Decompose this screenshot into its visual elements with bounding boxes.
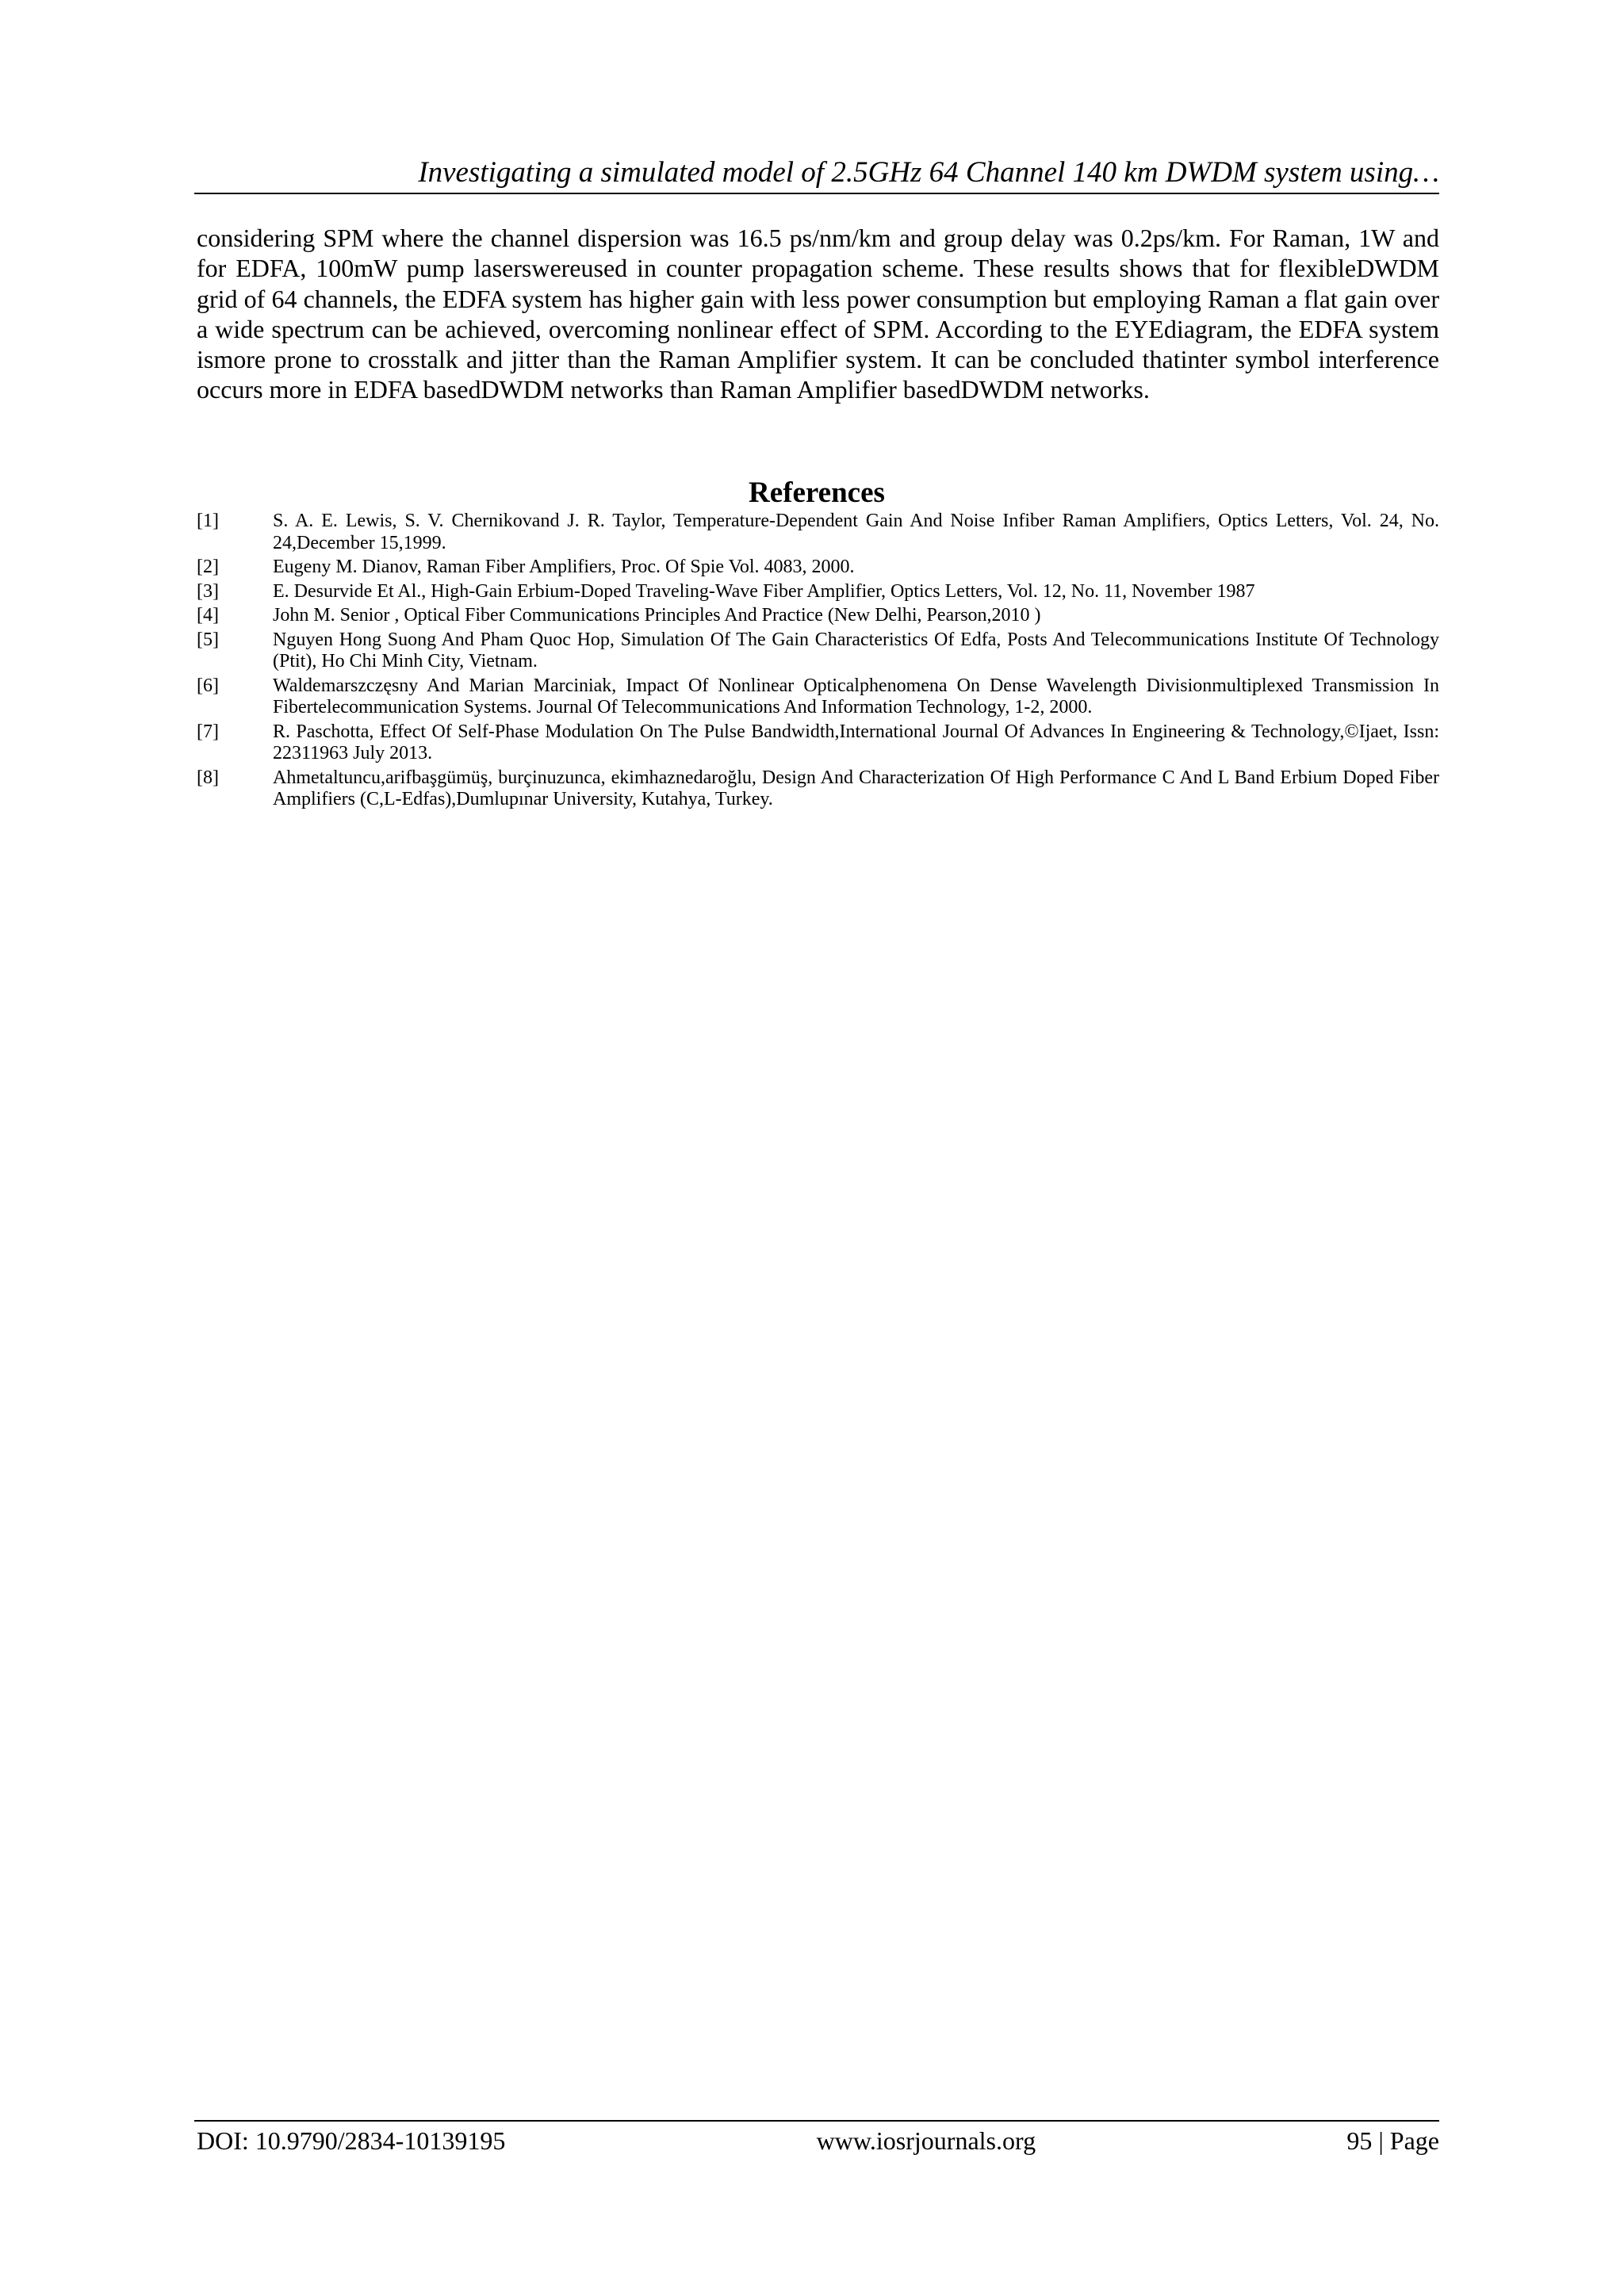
footer-doi: DOI: 10.9790/2834-10139195 bbox=[197, 2126, 506, 2155]
reference-text: Nguyen Hong Suong And Pham Quoc Hop, Simulation Of The Gain Characteristics Of Edfa, Posts And Telecommunications Institute Of Technology (Ptit), Ho Chi Minh City, Vietnam. bbox=[273, 629, 1439, 672]
reference-list bbox=[197, 511, 1439, 813]
reference-item bbox=[197, 511, 1439, 554]
reference-text: R. Paschotta, Effect Of Self-Phase Modulation On The Pulse Bandwidth,International Journal Of Advances In Engineering & Technology,©Ijaet, Issn: 22311963 July 2013. bbox=[273, 721, 1439, 763]
reference-text: Ahmetaltuncu,arifbaşgümüş, burçinuzunca, ekimhaznedaroğlu, Design And Characterization Of High Performance C And L Band Erbium Doped Fiber Amplifiers (C,L-Edfas),Dumlupınar University, Kutahya, Turkey. bbox=[273, 767, 1439, 809]
reference-number: [5] bbox=[197, 629, 219, 650]
reference-number: [2] bbox=[197, 557, 219, 577]
reference-text: Eugeny M. Dianov, Raman Fiber Amplifiers, Proc. Of Spie Vol. 4083, 2000. bbox=[273, 557, 855, 577]
reference-item bbox=[197, 767, 1439, 811]
conclusion-paragraph: considering SPM where the channel dispersion was 16.5 ps/nm/km and group delay was 0.2ps/km. For Raman, 1W and for EDFA, 100mW pump laserswereused in counter propagation scheme. These results shows that for flexibleDWDM grid of 64 channels, the EDFA system has higher gain with less power consumption but employing Raman a flat gain over a wide spectrum can be achieved, overcoming nonlinear effect of SPM. According to the EYEdiagram, the EDFA system ismore prone to crosstalk and jitter than the Raman Amplifier system. It can be concluded thatinter symbol interference occurs more in EDFA basedDWDM networks than Raman Amplifier basedDWDM networks. bbox=[197, 224, 1439, 404]
page-footer bbox=[197, 2125, 1439, 2156]
reference-item bbox=[197, 675, 1439, 719]
reference-text: E. Desurvide Et Al., High-Gain Erbium-Doped Traveling-Wave Fiber Amplifier, Optics Letters, Vol. 12, No. 11, November 1987 bbox=[273, 580, 1255, 602]
reference-item bbox=[197, 629, 1439, 673]
reference-number: [7] bbox=[197, 721, 219, 742]
reference-text: S. A. E. Lewis, S. V. Chernikovand J. R. Taylor, Temperature-Dependent Gain And Noise Infiber Raman Amplifiers, Optics Letters, Vol. 24, No. 24,December 15,1999. bbox=[273, 511, 1439, 553]
reference-number: [1] bbox=[197, 511, 219, 531]
header-divider bbox=[194, 193, 1439, 194]
reference-number: [8] bbox=[197, 767, 219, 788]
reference-number: [4] bbox=[197, 605, 219, 626]
footer-divider bbox=[194, 2120, 1439, 2122]
reference-item bbox=[197, 557, 1439, 579]
references-heading: References bbox=[749, 476, 885, 509]
reference-item bbox=[197, 721, 1439, 765]
reference-item bbox=[197, 605, 1439, 627]
reference-text: John M. Senior , Optical Fiber Communications Principles And Practice (New Delhi, Pearson,2010 ) bbox=[273, 605, 1041, 626]
footer-website: www.iosrjournals.org bbox=[816, 2126, 1036, 2155]
footer-page-number: 95 | Page bbox=[1346, 2126, 1439, 2155]
reference-number: [3] bbox=[197, 580, 219, 602]
reference-item bbox=[197, 581, 1439, 603]
reference-text: Waldemarszczęsny And Marian Marciniak, Impact Of Nonlinear Opticalphenomena On Dense Wavelength Divisionmultiplexed Transmission In Fibertelecommunication Systems. Journal Of Telecommunications And Information Technology, 1-2, 2000. bbox=[273, 675, 1439, 718]
reference-number: [6] bbox=[197, 675, 219, 696]
running-header: Investigating a simulated model of 2.5GHz 64 Channel 140 km DWDM system using… bbox=[418, 156, 1439, 189]
